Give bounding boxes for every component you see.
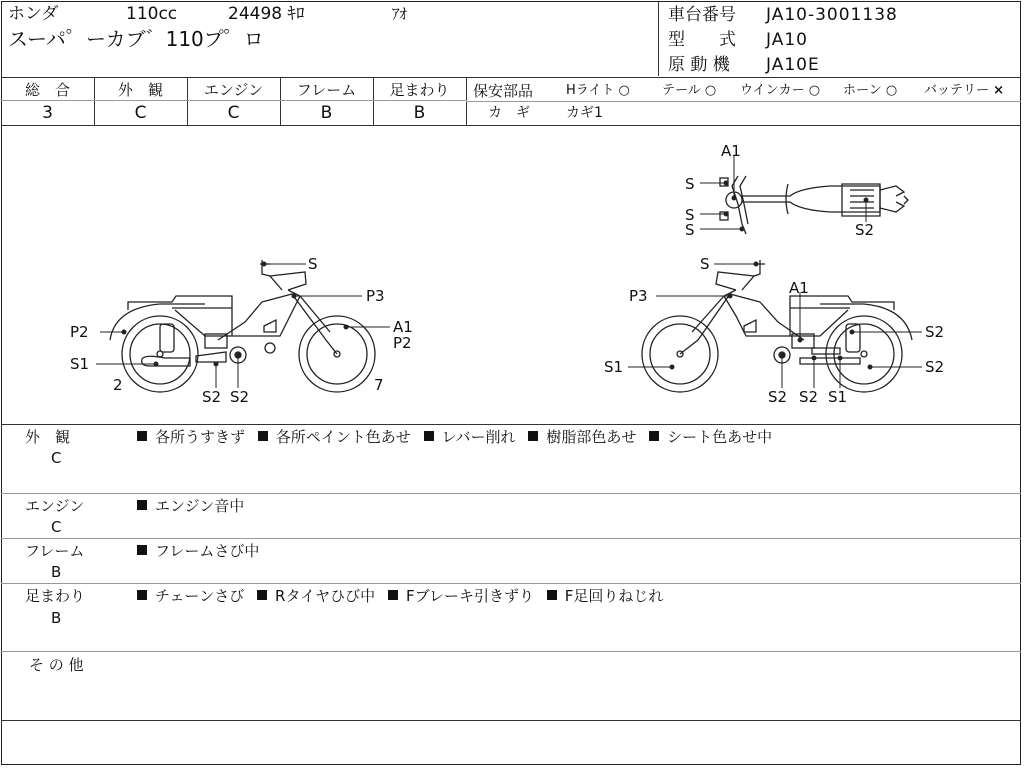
diagram-labels [70,142,944,406]
row-divider [1,583,1021,584]
battery-label: バッテリー [924,83,990,98]
issue-item [388,587,534,605]
issue-item [649,428,772,446]
issue-text: F足回りねじれ [564,587,664,605]
issue-item [257,587,375,605]
issue-item [137,497,244,515]
grade-value-overall: 3 [42,103,53,123]
rule [1,424,1021,425]
left-p2-label: P2 [70,323,89,341]
safety-winker [740,83,820,98]
mileage: 24498 ｷﾛ [228,4,305,24]
right-s2-upper-label: S2 [925,323,945,341]
right-p3-label: P3 [629,287,648,305]
right-a1-label: A1 [789,279,809,297]
battery-status: × [993,83,1005,98]
engine-value: JA10E [766,55,820,75]
right-s2-label-b: S2 [799,388,819,406]
bullet-square-icon [547,590,557,600]
winker-status: ○ [808,83,821,98]
bullet-square-icon [137,545,147,555]
bullet-square-icon [528,431,538,441]
top-s-label-3: S [685,221,695,239]
section-title-frame: フレーム [25,542,85,560]
headlight-label: Hライト [566,83,615,98]
safety-label: 保安部品 [473,82,534,100]
section-grade-frame: B [51,563,62,581]
type-label: 型 式 [668,30,736,50]
damage-diagram [0,126,1022,424]
section-items-exterior [137,428,780,446]
section-grade-suspension: B [51,609,62,627]
safety-tail [662,83,716,98]
issue-text: 各所ペイント色あせ [275,428,411,446]
rule [1,77,1021,78]
winker-label: ウインカー [740,83,805,98]
issue-text: エンジン音中 [155,497,245,515]
left-a1-label: A1 [393,318,413,336]
grade-label-exterior: 外 観 [117,81,163,99]
top-s-label-2: S [685,206,695,224]
issue-text: レバー削れ [441,428,516,446]
bullet-square-icon [388,590,398,600]
section-items-suspension [137,587,671,605]
horn-label: ホーン [843,83,882,98]
left-s2-label-a: S2 [202,388,222,406]
maker: ホンダ [8,4,59,24]
issue-item [137,587,244,605]
issue-item [528,428,636,446]
issue-text: Rタイヤひび中 [275,587,376,605]
top-s-label-1: S [685,175,695,193]
section-grade-engine: C [51,518,62,536]
section-title-engine: エンジン [25,497,85,515]
body-color: ｱｵ [392,5,408,23]
grade-label-engine: エンジン [203,81,264,99]
top-s2-label: S2 [855,221,875,239]
grade-value-frame: B [320,103,333,123]
row-divider [1,720,1021,721]
bullet-square-icon [137,500,147,510]
tail-status: ○ [704,83,717,98]
issue-item [424,428,516,446]
type-value: JA10 [766,30,808,50]
right-s1-bottom-label: S1 [828,388,848,406]
grade-value-exterior: C [134,103,147,123]
header-divider [658,1,659,76]
left-s-top-label: S [308,255,318,273]
left-bike-outline [110,260,375,392]
top-view-outline [720,176,908,234]
issue-item [258,428,411,446]
top-a1-label: A1 [721,142,741,160]
row-divider [1,538,1021,539]
frame-no-value: JA10-3001138 [766,5,898,25]
issue-item [137,542,259,560]
frame-no-label: 車台番号 [668,5,736,25]
issue-text: シート色あせ中 [667,428,773,446]
issue-text: チェーンさび [155,587,245,605]
row-divider [466,101,1021,102]
key-value: カギ1 [566,105,603,121]
right-s2-lower-label: S2 [925,358,945,376]
safety-headlight [566,83,630,98]
key-label: カ ギ [488,105,530,121]
safety-battery [924,83,1004,98]
grade-label-suspension: 足まわり [389,81,450,99]
bullet-square-icon [257,590,267,600]
left-s1-label: S1 [70,355,90,373]
headlight-status: ○ [618,83,630,98]
section-title-exterior: 外 観 [25,428,71,446]
section-grade-exterior: C [51,449,62,467]
row-divider [1,493,1021,494]
issue-text: Fブレーキ引きずり [405,587,534,605]
displacement: 110cc [126,4,178,24]
left-p3-label: P3 [366,287,385,305]
grade-value-suspension: B [413,103,426,123]
section-title-suspension: 足まわり [25,587,86,605]
right-s2-label-a: S2 [768,388,788,406]
tail-label: テール [662,83,701,98]
left-2-label: 2 [113,376,123,394]
section-title-other: そ の 他 [29,656,84,674]
issue-text: フレームさび中 [155,542,260,560]
bullet-square-icon [258,431,268,441]
right-bike-outline [642,260,912,392]
issue-item [137,428,245,446]
left-p2-right-label: P2 [393,334,412,352]
horn-status: ○ [885,83,898,98]
left-7-label: 7 [374,376,384,394]
bullet-square-icon [137,431,147,441]
row-divider [1,651,1021,652]
engine-label: 原 動 機 [668,55,730,75]
row-divider [1,100,467,101]
bullet-square-icon [424,431,434,441]
grade-label-frame: フレーム [296,81,357,99]
issue-text: 樹脂部色あせ [546,428,637,446]
right-s1-label: S1 [604,358,624,376]
grade-value-engine: C [227,103,240,123]
bullet-square-icon [649,431,659,441]
right-s-top-label: S [700,255,710,273]
section-items-engine [137,497,252,515]
section-items-frame [137,542,267,560]
grade-label-overall: 総 合 [24,81,70,99]
issue-item [547,587,664,605]
bullet-square-icon [137,590,147,600]
safety-horn [843,83,897,98]
left-s2-label-b: S2 [230,388,250,406]
issue-text: 各所うすきず [155,428,246,446]
model-name: スーパ゜ーカブ゛110プ゜ロ [8,27,264,51]
